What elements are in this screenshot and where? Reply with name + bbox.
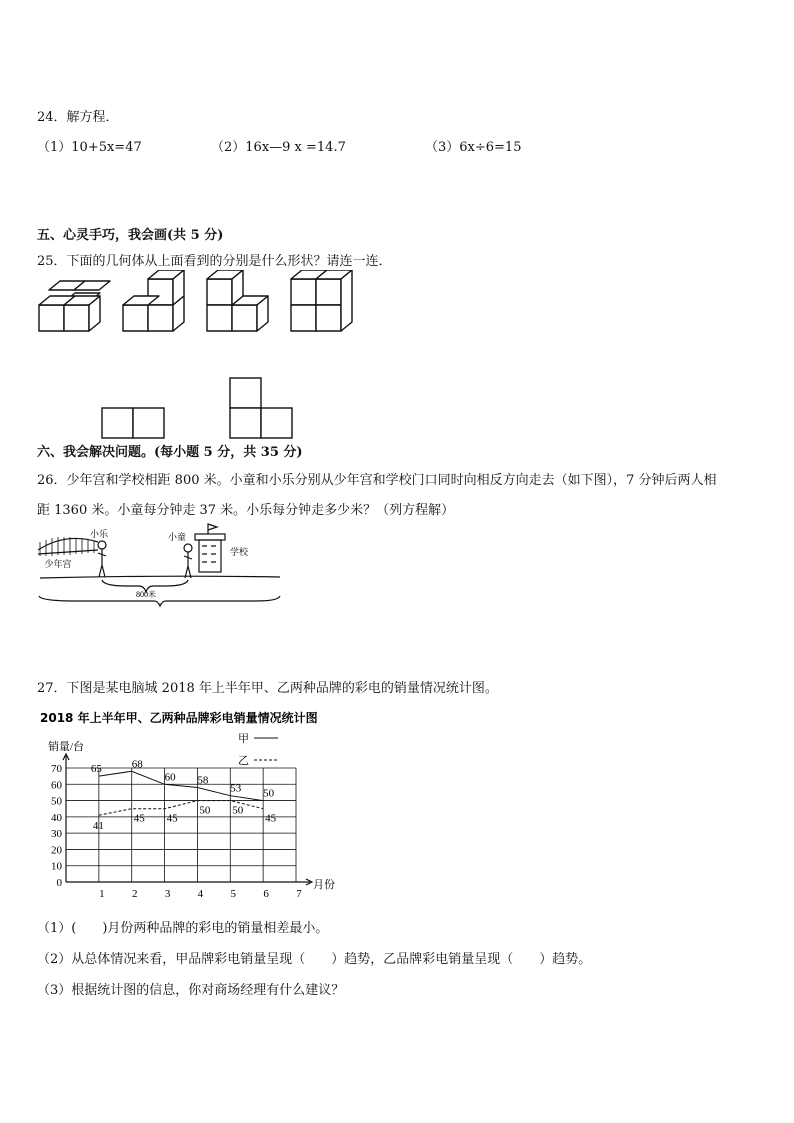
x-tick-label: 1 [99, 888, 105, 898]
data-label: 50 [199, 804, 211, 817]
x-tick-label: 4 [197, 888, 204, 898]
chart-legend [238, 732, 278, 767]
label-distance-800: 800米 [136, 590, 156, 599]
label-xiaotong: 小童 [167, 532, 187, 542]
q27-sub-2: （2）从总体情况来看，甲品牌彩电销量呈现（ ）趋势，乙品牌彩电销量呈现（ ）趋势。 [37, 952, 592, 967]
solid-1 [39, 281, 110, 331]
q24-equation-3: （3）6x÷6=15 [425, 140, 522, 155]
x-tick-label: 3 [164, 888, 171, 898]
data-label: 68 [131, 758, 143, 771]
chart-title: 2018 年上半年甲、乙两种品牌彩电销量情况统计图 [40, 711, 318, 725]
x-axis-label: 月份 [313, 879, 335, 891]
chart-data-labels [91, 758, 277, 832]
data-label: 53 [230, 782, 242, 795]
chart-ticks [51, 763, 302, 898]
data-label: 65 [90, 763, 102, 776]
y-tick-label: 70 [51, 763, 62, 775]
data-label: 58 [197, 774, 209, 787]
solid-4 [291, 270, 352, 331]
label-xiaole: 小乐 [89, 529, 109, 539]
data-label: 45 [265, 812, 277, 825]
x-tick-label: 5 [230, 888, 237, 898]
q26-diagram [36, 520, 286, 608]
y-tick-label: 40 [51, 811, 62, 824]
x-tick-label: 2 [131, 888, 138, 898]
xiaotong-figure [184, 544, 192, 578]
school-building [195, 524, 225, 572]
y-tick-label: 20 [51, 844, 62, 857]
q24-title: 24．解方程． [37, 110, 119, 125]
solid-2 [123, 270, 184, 331]
q25-text: 25．下面的几何体从上面看到的分别是什么形状？请连一连． [37, 254, 392, 269]
section6-title: 六、我会解决问题。(每小题 5 分，共 35 分) [37, 445, 303, 460]
youth-palace-building [38, 537, 98, 556]
q25-solids [30, 270, 360, 340]
q24-equation-2: （2）16x—9 x =14.7 [211, 140, 346, 155]
xiaole-figure [98, 541, 106, 577]
q26-line-1: 26．少年宫和学校相距 800 米。小童和小乐分别从少年宫和学校门口同时向相反方向走去（如下图），7 分钟后两人相 [37, 473, 717, 488]
y-tick-label: 50 [51, 795, 62, 808]
label-school: 学校 [229, 547, 249, 557]
y-tick-label: 60 [51, 779, 62, 792]
data-label: 45 [166, 812, 178, 825]
q25-top-views [95, 372, 300, 442]
data-label: 41 [92, 820, 104, 833]
y-tick-label: 30 [51, 828, 62, 841]
legend-label: 甲 [238, 733, 249, 745]
section5-title: 五、心灵手巧，我会画(共 5 分) [37, 228, 224, 243]
data-label: 50 [232, 804, 244, 817]
data-label: 45 [133, 812, 145, 825]
sales-line-chart [30, 706, 350, 898]
x-tick-label: 7 [296, 888, 302, 898]
top-view-a [102, 408, 164, 438]
solid-3 [207, 270, 268, 331]
label-youth-palace: 少年宫 [44, 559, 72, 569]
data-label: 60 [164, 771, 176, 784]
x-tick-label: 6 [263, 888, 269, 898]
q27-sub-3: （3）根据统计图的信息，你对商场经理有什么建议？ [37, 983, 345, 998]
q27-text: 27．下图是某电脑城 2018 年上半年甲、乙两种品牌的彩电的销量情况统计图。 [37, 681, 498, 696]
top-view-b [230, 378, 292, 438]
y-axis-label: 销量/台 [48, 741, 85, 753]
q24-equation-1: （1）10+5x=47 [37, 140, 142, 155]
legend-label: 乙 [238, 755, 249, 767]
y-tick-label: 10 [51, 860, 62, 873]
y-tick-label: 0 [56, 877, 62, 889]
data-label: 50 [263, 787, 275, 800]
q26-line-2: 距 1360 米。小童每分钟走 37 米。小乐每分钟走多少米？（列方程解） [37, 503, 455, 518]
q27-sub-1: （1）( )月份两种品牌的彩电的销量相差最小。 [37, 921, 329, 936]
